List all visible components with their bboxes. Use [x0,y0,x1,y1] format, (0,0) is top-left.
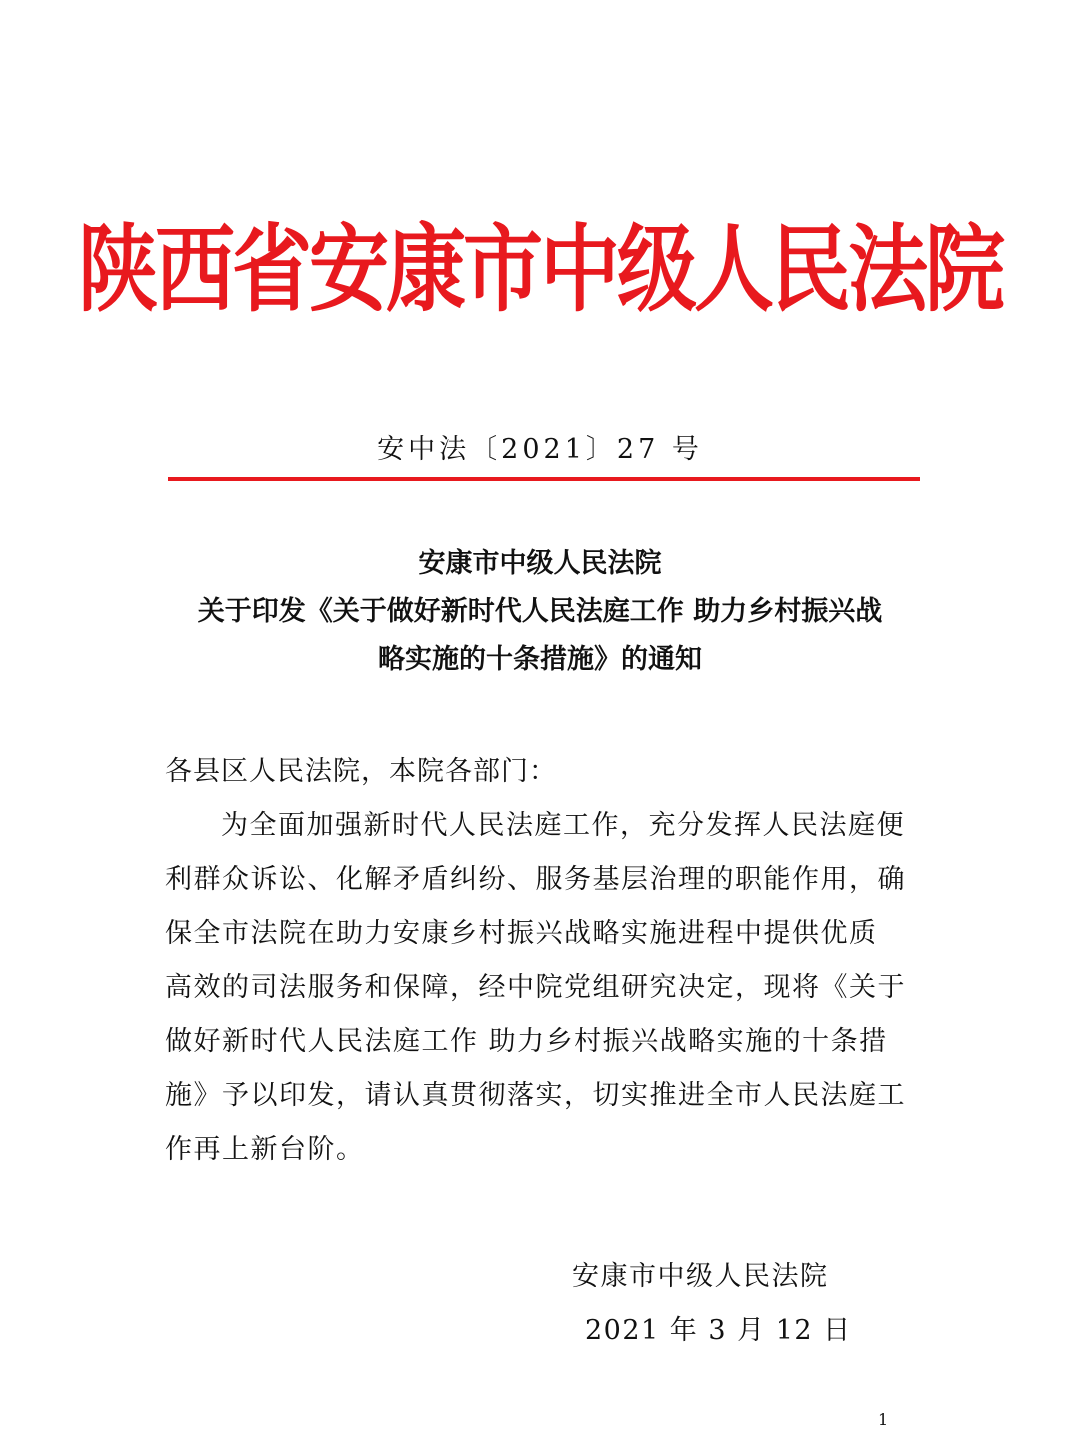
document-number: 安中法〔2021〕27 号 [377,434,703,465]
signature-date: 2021 年 3 月 12 日 [585,1315,852,1346]
title-line-2: 关于印发《关于做好新时代人民法庭工作 助力乡村振兴战 [197,596,883,627]
title-line-3: 略实施的十条措施》的通知 [378,644,702,675]
paragraph-line: 利群众诉讼、化解矛盾纠纷、服务基层治理的职能作用，确 [165,864,906,895]
salutation: 各县区人民法院，本院各部门： [165,756,557,787]
document-body [165,745,925,1177]
paragraph-line: 做好新时代人民法庭工作 助力乡村振兴战略实施的十条措 [165,1026,888,1057]
red-divider-line [168,477,920,481]
paragraph-line: 保全市法院在助力安康乡村振兴战略实施进程中提供优质 [165,918,878,949]
page-number: 1 [878,1410,889,1429]
title-line-1: 安康市中级人民法院 [418,548,662,579]
paragraph-line: 施》予以印发，请认真贯彻落实，切实推进全市人民法庭工 [165,1080,906,1111]
signature-block [540,1250,870,1358]
document-title [150,540,930,684]
paragraph-line: 作再上新台阶。 [165,1134,365,1165]
paragraph-line: 高效的司法服务和保障，经中院党组研究决定，现将《关于 [165,972,906,1003]
signature-organization: 安康市中级人民法院 [572,1261,829,1292]
document-masthead: 陕西省安康市中级人民法院 [78,214,1002,325]
paragraph-line: 为全面加强新时代人民法庭工作，充分发挥人民法庭便 [221,810,905,841]
